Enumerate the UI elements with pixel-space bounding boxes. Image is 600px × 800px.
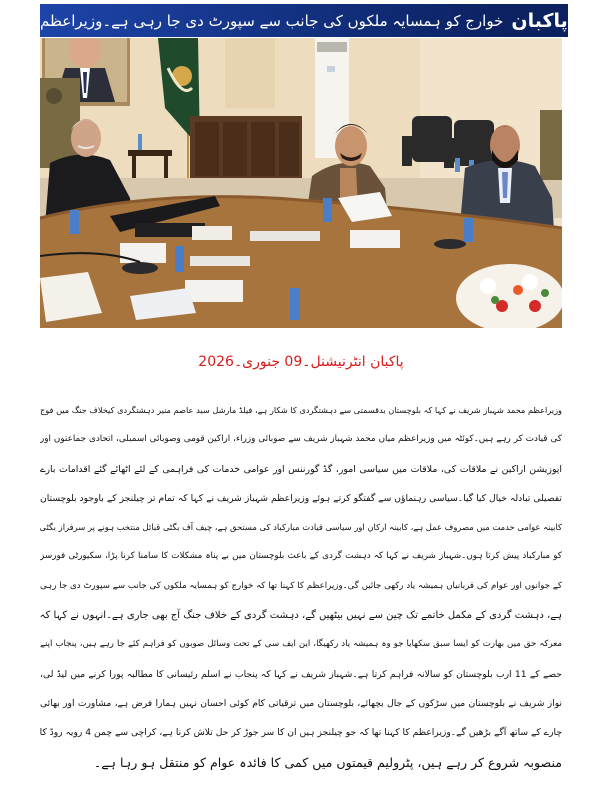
nameplate <box>192 226 232 240</box>
article-line: کابینہ عوامی خدمت میں مصروف عمل ہے، کابینہ ارکان اور سیاسی قیادت مبارکباد کی مستحق ہے، چیف آف بگٹی قبائل منتخب ہونے پر سرفراز بگٹی <box>40 522 562 533</box>
soldier-left <box>40 78 80 168</box>
article-line: اپوزیشن اراکین نے ملاقات کی، ملاقات میں سیاسی امور، گڈ گورننس اور عوامی خدمات کی فراہمی کے لئے اٹھائے گئے اقدامات بارے <box>40 463 562 475</box>
tissue-box <box>185 280 243 302</box>
article-line: نواز شریف نے بلوچستان میں سڑکوں کے جال بچھائے، بلوچستان میں ترقیاتی کام کوئی احسان نہیں ہمارا فرض ہے، مشاورت اور بھائی <box>40 697 562 709</box>
article-line: معرکہ حق میں بھارت کو ایسا سبق سکھایا جو وہ ہمیشہ یاد رکھیگا، این ایف سی کے تحت وسائل صوبوں کو فراہم کئے جا رہے ہیں، پنجاب اپنے <box>40 639 562 650</box>
article-header <box>40 4 568 37</box>
sideboard <box>190 116 302 182</box>
microphone <box>122 262 158 274</box>
headline-bar <box>40 4 511 37</box>
wall-panel <box>225 38 275 108</box>
article-line: کی قیادت کر رہے ہیں۔کوئٹہ میں وزیراعظم میاں محمد شہباز شریف سے صوبائی وزراء، اراکین قومی وصوبائی اسمبلی، اتحادی جماعتوں اور <box>40 434 562 445</box>
nameplate <box>250 231 320 241</box>
meeting-room-photo-art <box>40 38 562 328</box>
article-line: چارے کے ساتھ آگے بڑھیں گے۔وزیراعظم کا کہنا تھا کہ جو چیلنجز ہیں ان کا سر جوڑ کر حل تلاش کرنا ہے، کراچی سے چمن 4 رویہ روڈ کا <box>40 727 562 739</box>
article-line: تفصیلی تبادلہ خیال کیا گیا۔سیاسی رہنماؤں سے گفتگو کرتے ہوئے وزیراعظم شہباز شریف نے کہا کہ تمام تر چیلنجز کے باوجود بلوچستان <box>40 492 562 504</box>
article-line: ہے، دہشت گردی کے مکمل خاتمے تک چین سے نہیں بیٹھیں گے، دہشت گردی کے خلاف جنگ آج بھی جاری ہے۔انہوں نے کہا کہ <box>40 610 562 622</box>
nameplate <box>190 256 250 266</box>
brand-logo <box>511 4 567 37</box>
soldier-right <box>540 110 562 180</box>
article-body <box>40 396 562 777</box>
article-line: کے جوانوں اور عوام کی قربانیاں ہمیشہ یاد رکھی جائیں گی۔وزیراعظم کا کہنا تھا کہ خوارج کو ہمسایہ ملکوں کی جانب سے سپورٹ دی جا رہی <box>40 580 562 591</box>
microphone <box>434 239 466 249</box>
brand-logo-text: پاکبان <box>511 9 568 32</box>
meeting-room-photo <box>40 38 562 328</box>
article-line: منصوبہ شروع کر رہے ہیں، پٹرولیم قیمتوں میں کمی کا فائدہ عوام کو منتقل ہو رہا ہے۔ <box>93 754 562 770</box>
headline: خوارج کو ہمسایہ ملکوں کی جانب سے سپورٹ دی جا رہی ہے۔وزیراعظم <box>40 11 504 30</box>
tissue-box <box>120 243 166 263</box>
dateline: پاکبان انٹرنیشنل۔09 جنوری۔2026 <box>198 354 404 370</box>
article-line: کو مبارکباد پیش کرتا ہوں۔شہباز شریف نے کہا کہ دہشت گردی کے باعث بلوچستان میں بے پناہ مشکلات کا سامنا کرنا پڑا، سکیورٹی فورسز <box>40 551 562 562</box>
article-line: حصے کے 11 ارب بلوچستان کو سالانہ فراہم کرتا ہے۔شہباز شریف نے کہا کہ پنجاب نے اسلم رئیسانی کا مطالبہ پورا کرنے میں لیڈ لی، <box>40 668 562 680</box>
article-line: وزیراعظم محمد شہباز شریف نے کہا کہ بلوچستان بدقسمتی سے دہشتگردی کا شکار ہے، فیلڈ مارشل سید عاصم منیر دہشتگردی کیخلاف جنگ میں فوج <box>40 405 562 415</box>
tissue-box <box>350 230 400 248</box>
